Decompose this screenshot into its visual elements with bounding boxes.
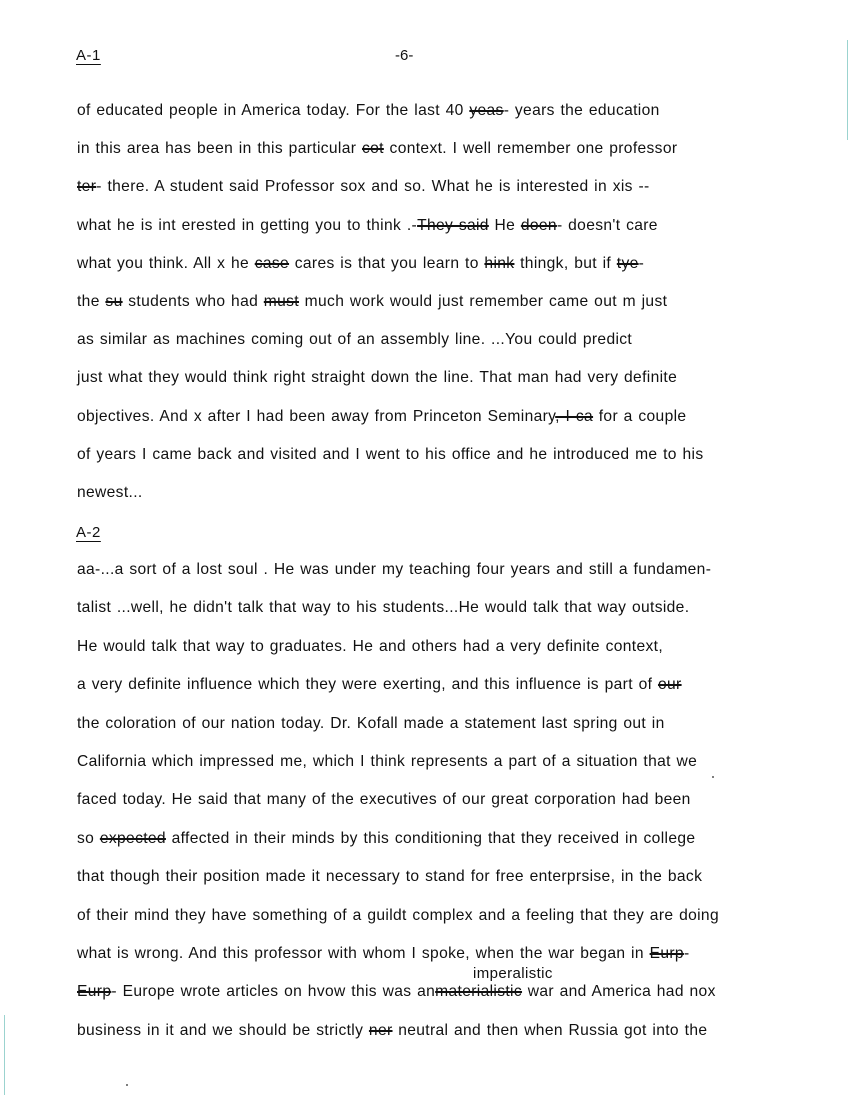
strikethrough-text: our bbox=[657, 676, 682, 694]
strikethrough-text: materialistic bbox=[435, 983, 523, 1001]
strikethrough-text: must bbox=[263, 293, 299, 310]
speck bbox=[126, 1084, 128, 1086]
strikethrough-text: ner bbox=[368, 1021, 393, 1039]
strikethrough-text: ter bbox=[77, 178, 97, 196]
strikethrough-text: su bbox=[105, 293, 123, 310]
strikethrough-text: Eurp bbox=[77, 983, 112, 1001]
margin-mark-left bbox=[4, 1015, 5, 1095]
text-line: faced today. He said that many of the executives of our great corporation had been bbox=[77, 791, 691, 809]
text-line: newest... bbox=[77, 484, 143, 501]
strikethrough-text: case bbox=[254, 254, 290, 272]
text-line: that though their position made it necessary to stand for free enterprsise, in the back bbox=[77, 868, 703, 886]
text-line: a very definite influence which they were exerting, and this influence is part of our bbox=[77, 676, 682, 694]
text-line: ter- there. A student said Professor sox and so. What he is interested in xis -- bbox=[77, 178, 650, 196]
section-label-a2: A-2 bbox=[76, 524, 101, 541]
strikethrough-text: Eurp bbox=[649, 945, 684, 962]
strikethrough-text: tye bbox=[616, 254, 639, 272]
text-line: business in it and we should be strictly ner neutral and then when Russia got into the bbox=[77, 1021, 708, 1039]
strikethrough-text: doen bbox=[520, 216, 557, 234]
margin-mark-right bbox=[847, 40, 848, 140]
text-line: California which impressed me, which I think represents a part of a situation that we bbox=[77, 753, 698, 770]
text-line: just what they would think right straight down the line. That man had very definite bbox=[77, 369, 678, 387]
strikethrough-text: expected bbox=[99, 829, 166, 847]
section-label-a1: A-1 bbox=[76, 47, 101, 64]
text-line: of their mind they have something of a guildt complex and a feeling that they are doing bbox=[77, 906, 719, 924]
text-line: in this area has been in this particular cot context. I well remember one professor bbox=[77, 140, 678, 158]
strikethrough-text: They said bbox=[417, 216, 489, 234]
strikethrough-text: cot bbox=[362, 140, 384, 158]
text-line: what is wrong. And this professor with whom I spoke, when the war began in Eurp- bbox=[77, 945, 690, 962]
text-line: Eurp- Europe wrote articles on hvow this was anmaterialistic war and America had nox bbox=[77, 983, 716, 1001]
text-line: He would talk that way to graduates. He and others had a very definite context, bbox=[77, 637, 664, 655]
text-line: what you think. All x he case cares is that you learn to hink thingk, but if tye- bbox=[77, 254, 645, 272]
speck bbox=[712, 776, 714, 778]
text-line: so expected affected in their minds by this conditioning that they received in college bbox=[77, 829, 696, 847]
page-header bbox=[76, 47, 851, 67]
text-line: aa-...a sort of a lost soul . He was under my teaching four years and still a fundamen- bbox=[77, 561, 712, 578]
text-line: of years I came back and visited and I went to his office and he introduced me to his bbox=[77, 445, 704, 463]
strikethrough-text: , I ca bbox=[555, 407, 594, 425]
text-line: objectives. And x after I had been away from Princeton Seminary, I ca for a couple bbox=[77, 407, 687, 425]
text-line: the coloration of our nation today. Dr. Kofall made a statement last spring out in bbox=[77, 714, 665, 732]
interlinear-correction: imperalistic bbox=[473, 965, 553, 982]
text-line: talist ...well, he didn't talk that way to his students...He would talk that way outside. bbox=[77, 599, 690, 617]
strikethrough-text: hink bbox=[484, 254, 515, 272]
text-line: the su students who had must much work would just remember came out m just bbox=[77, 293, 668, 310]
page-number: -6- bbox=[395, 47, 414, 64]
text-line: of educated people in America today. For the last 40 yeas- years the education bbox=[77, 102, 660, 119]
text-line: as similar as machines coming out of an assembly line. ...You could predict bbox=[77, 331, 633, 349]
strikethrough-text: yeas bbox=[469, 102, 504, 119]
text-line: what he is int erested in getting you to think .-They said He doen- doesn't care bbox=[77, 216, 658, 234]
